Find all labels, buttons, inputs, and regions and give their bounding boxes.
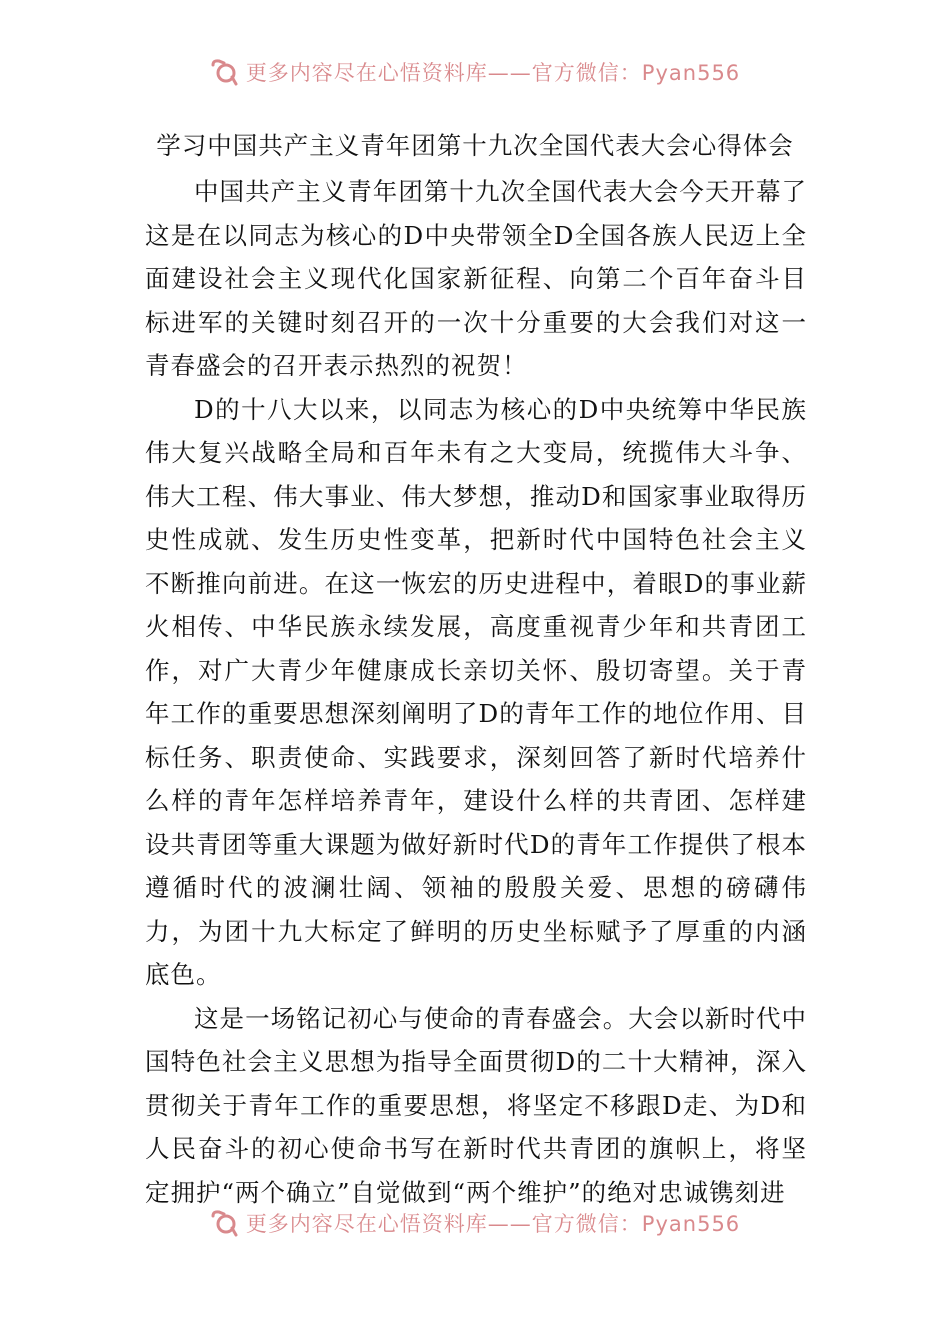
- brand-logo-icon: [210, 57, 240, 87]
- document-title: 学习中国共产主义青年团第十九次全国代表大会心得体会: [156, 131, 794, 160]
- paragraph: D的十八大以来，以同志为核心的D中央统筹中华民族伟大复兴战略全局和百年未有之大变局，统揽伟大斗争、伟大工程、伟大事业、伟大梦想，推动D和国家事业取得历史性成就、发生历史性变革，把新时代中国特色社会主义不断推向前进。在这一恢宏的历史进程中，着眼D的事业薪火相传、中华民族永续发展，高度重视青少年和共青团工作，对广大青少年健康成长亲切关怀、殷切寄望。关于青年工作的重要思想深刻阐明了D的青年工作的地位作用、目标任务、职责使命、实践要求，深刻回答了新时代培养什么样的青年怎样培养青年，建设什么样的共青团、怎样建设共青团等重大课题为做好新时代D的青年工作提供了根本遵循时代的波澜壮阔、领袖的殷殷关爱、思想的磅礴伟力，为团十九大标定了鲜明的历史坐标赋予了厚重的内涵底色。: [145, 394, 807, 989]
- paragraph: 中国共产主义青年团第十九次全国代表大会今天开幕了这是在以同志为核心的D中央带领全D全国各族人民迈上全面建设社会主义现代化国家新征程、向第二个百年奋斗目标进军的关键时刻召开的一次十分重要的大会我们对这一青春盛会的召开表示热烈的祝贺！: [145, 177, 807, 380]
- watermark-text: 更多内容尽在心悟资料库——官方微信：Pyan556: [245, 1212, 741, 1236]
- watermark-text: 更多内容尽在心悟资料库——官方微信：Pyan556: [245, 61, 741, 85]
- paragraph: 这是一场铭记初心与使命的青春盛会。大会以新时代中国特色社会主义思想为指导全面贯彻D的二十大精神，深入贯彻关于青年工作的重要思想，将坚定不移跟D走、为D和人民奋斗的初心使命书写在新时代共青团的旗帜上，将坚定拥护“两个确立”自觉做到“两个维护”的绝对忠诚镌刻进: [145, 1003, 807, 1207]
- footer-watermark: [0, 1203, 950, 1243]
- document-body: [145, 170, 807, 1214]
- header-watermark: [0, 52, 950, 92]
- brand-logo-icon: [210, 1208, 240, 1238]
